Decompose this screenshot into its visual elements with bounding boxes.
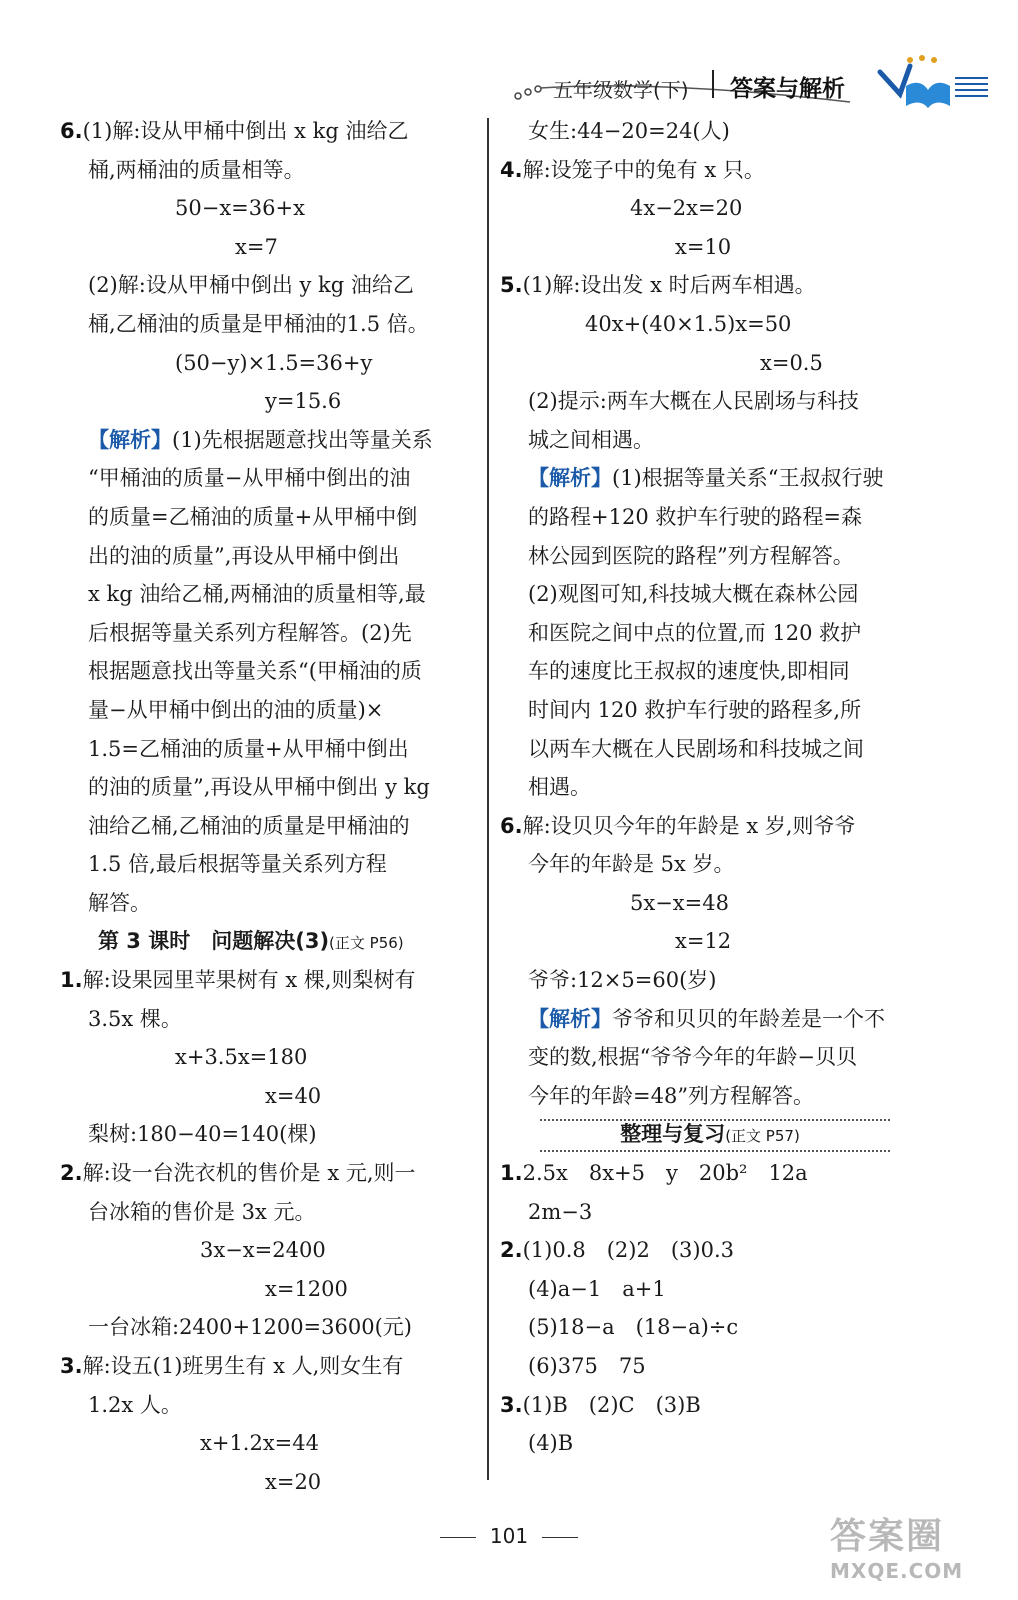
text-line: 桶,两桶油的质量相等。	[88, 157, 305, 182]
analysis-line: x kg 油给乙桶,两桶油的质量相等,最	[88, 582, 426, 607]
analysis-line: 时间内 120 救护车行驶的路程多,所	[528, 697, 862, 722]
analysis-line: 量−从甲桶中倒出的油的质量)×	[88, 697, 384, 722]
left-column	[60, 112, 472, 1501]
equation-line: x=40	[265, 1083, 322, 1108]
text-line: 女生:44−20=24(人)	[528, 119, 730, 143]
analysis-line: 油给乙桶,乙桶油的质量是甲桶油的	[88, 813, 410, 838]
equation-line: y=15.6	[265, 389, 342, 414]
equation-line: x=12	[675, 929, 732, 954]
text-line: 一台冰箱:2400+1200=3600(元)	[88, 1315, 412, 1340]
right-column	[500, 112, 920, 1463]
book-logo-icon	[870, 52, 990, 112]
equation-line: x+3.5x=180	[175, 1045, 308, 1070]
analysis-line: (2)观图可知,科技城大概在森林公园	[528, 582, 859, 607]
analysis-line: 后根据等量关系列方程解答。(2)先	[88, 620, 412, 645]
text-line: 爷爷:12×5=60(岁)	[528, 968, 717, 993]
text-line: 2m−3	[528, 1199, 593, 1224]
analysis-line: 变的数,根据“爷爷今年的年龄−贝贝	[528, 1045, 858, 1070]
analysis-line: 【解析】爷爷和贝贝的年龄差是一个不	[528, 1005, 885, 1031]
text-line: 4.解:设笼子中的兔有 x 只。	[500, 157, 765, 182]
watermark: 答案圈 MXQE.COM	[830, 1516, 964, 1583]
review-heading: 整理与复习(正文 P57)	[500, 1115, 920, 1154]
analysis-line: 的油的质量”,再设从甲桶中倒出 y kg	[88, 775, 430, 800]
equation-line: 50−x=36+x	[175, 196, 305, 221]
equation-line: 5x−x=48	[630, 890, 729, 915]
analysis-line: 出的油的质量”,再设从甲桶中倒出	[88, 543, 400, 568]
equation-line: x=0.5	[760, 350, 823, 375]
text-line: 3.5x 棵。	[88, 1006, 182, 1031]
text-line: 3.(1)B (2)C (3)B	[500, 1392, 701, 1417]
analysis-line: 以两车大概在人民剧场和科技城之间	[528, 736, 864, 761]
text-line: 台冰箱的售价是 3x 元。	[88, 1199, 316, 1224]
section-title: 答案与解析	[730, 76, 845, 102]
analysis-line: 和医院之间中点的位置,而 120 救护	[528, 620, 862, 645]
analysis-line: 1.5 倍,最后根据等量关系列方程	[88, 852, 387, 877]
page-header	[0, 0, 1018, 120]
header-separator	[712, 70, 714, 98]
page-number: 101	[0, 1524, 1018, 1548]
text-line: (4)B	[528, 1431, 574, 1456]
analysis-line: 【解析】(1)先根据题意找出等量关系	[88, 426, 433, 452]
analysis-line: 今年的年龄=48”列方程解答。	[528, 1083, 815, 1108]
text-line: (2)提示:两车大概在人民剧场与科技	[528, 389, 859, 414]
analysis-line: 的质量=乙桶油的质量+从甲桶中倒	[88, 504, 418, 529]
text-line: (4)a−1 a+1	[528, 1276, 666, 1301]
text-line: 桶,乙桶油的质量是甲桶油的1.5 倍。	[88, 311, 429, 336]
text-line: 1.解:设果园里苹果树有 x 棵,则梨树有	[60, 968, 416, 993]
text-line: 2.解:设一台洗衣机的售价是 x 元,则一	[60, 1161, 416, 1186]
analysis-line: “甲桶油的质量−从甲桶中倒出的油	[88, 466, 411, 491]
text-line: 梨树:180−40=140(棵)	[88, 1122, 317, 1147]
equation-line: x+1.2x=44	[200, 1431, 319, 1456]
analysis-line: 1.5=乙桶油的质量+从甲桶中倒出	[88, 736, 409, 761]
text-line: (6)375 75	[528, 1354, 646, 1378]
equation-line: x=1200	[265, 1276, 348, 1301]
analysis-line: 根据题意找出等量关系“(甲桶油的质	[88, 659, 422, 684]
text-line: (2)解:设从甲桶中倒出 y kg 油给乙	[88, 273, 414, 298]
text-line: 城之间相遇。	[528, 427, 654, 452]
analysis-line: 【解析】(1)根据等量关系“王叔叔行驶	[528, 465, 884, 491]
analysis-line: 车的速度比王叔叔的速度快,即相同	[528, 659, 850, 684]
column-divider	[487, 118, 489, 1480]
equation-line: x=10	[675, 234, 732, 259]
equation-line: 40x+(40×1.5)x=50	[585, 311, 792, 336]
equation-line: (50−y)×1.5=36+y	[175, 350, 373, 375]
text-line: (5)18−a (18−a)÷c	[528, 1315, 739, 1340]
analysis-line: 林公园到医院的路程”列方程解答。	[528, 543, 854, 568]
book-title: 五年级数学(下)	[553, 78, 689, 102]
equation-line: x=7	[235, 234, 278, 259]
analysis-line: 的路程+120 救护车行驶的路程=森	[528, 504, 862, 529]
equation-line: 4x−2x=20	[630, 196, 743, 221]
lesson-heading: 第 3 课时 问题解决(3)(正文 P56)	[98, 929, 404, 954]
text-line: 6.(1)解:设从甲桶中倒出 x kg 油给乙	[60, 119, 409, 143]
text-line: 5.(1)解:设出发 x 时后两车相遇。	[500, 273, 816, 298]
text-line: 1.2.5x 8x+5 y 20b² 12a	[500, 1161, 808, 1186]
equation-line: x=20	[265, 1469, 322, 1494]
equation-line: 3x−x=2400	[200, 1238, 326, 1263]
text-line: 今年的年龄是 5x 岁。	[528, 852, 735, 877]
text-line: 2.(1)0.8 (2)2 (3)0.3	[500, 1238, 734, 1263]
text-line: 1.2x 人。	[88, 1392, 182, 1417]
text-line: 3.解:设五(1)班男生有 x 人,则女生有	[60, 1354, 404, 1378]
analysis-line: 相遇。	[528, 775, 591, 800]
analysis-line: 解答。	[88, 890, 151, 915]
text-line: 6.解:设贝贝今年的年龄是 x 岁,则爷爷	[500, 813, 856, 838]
